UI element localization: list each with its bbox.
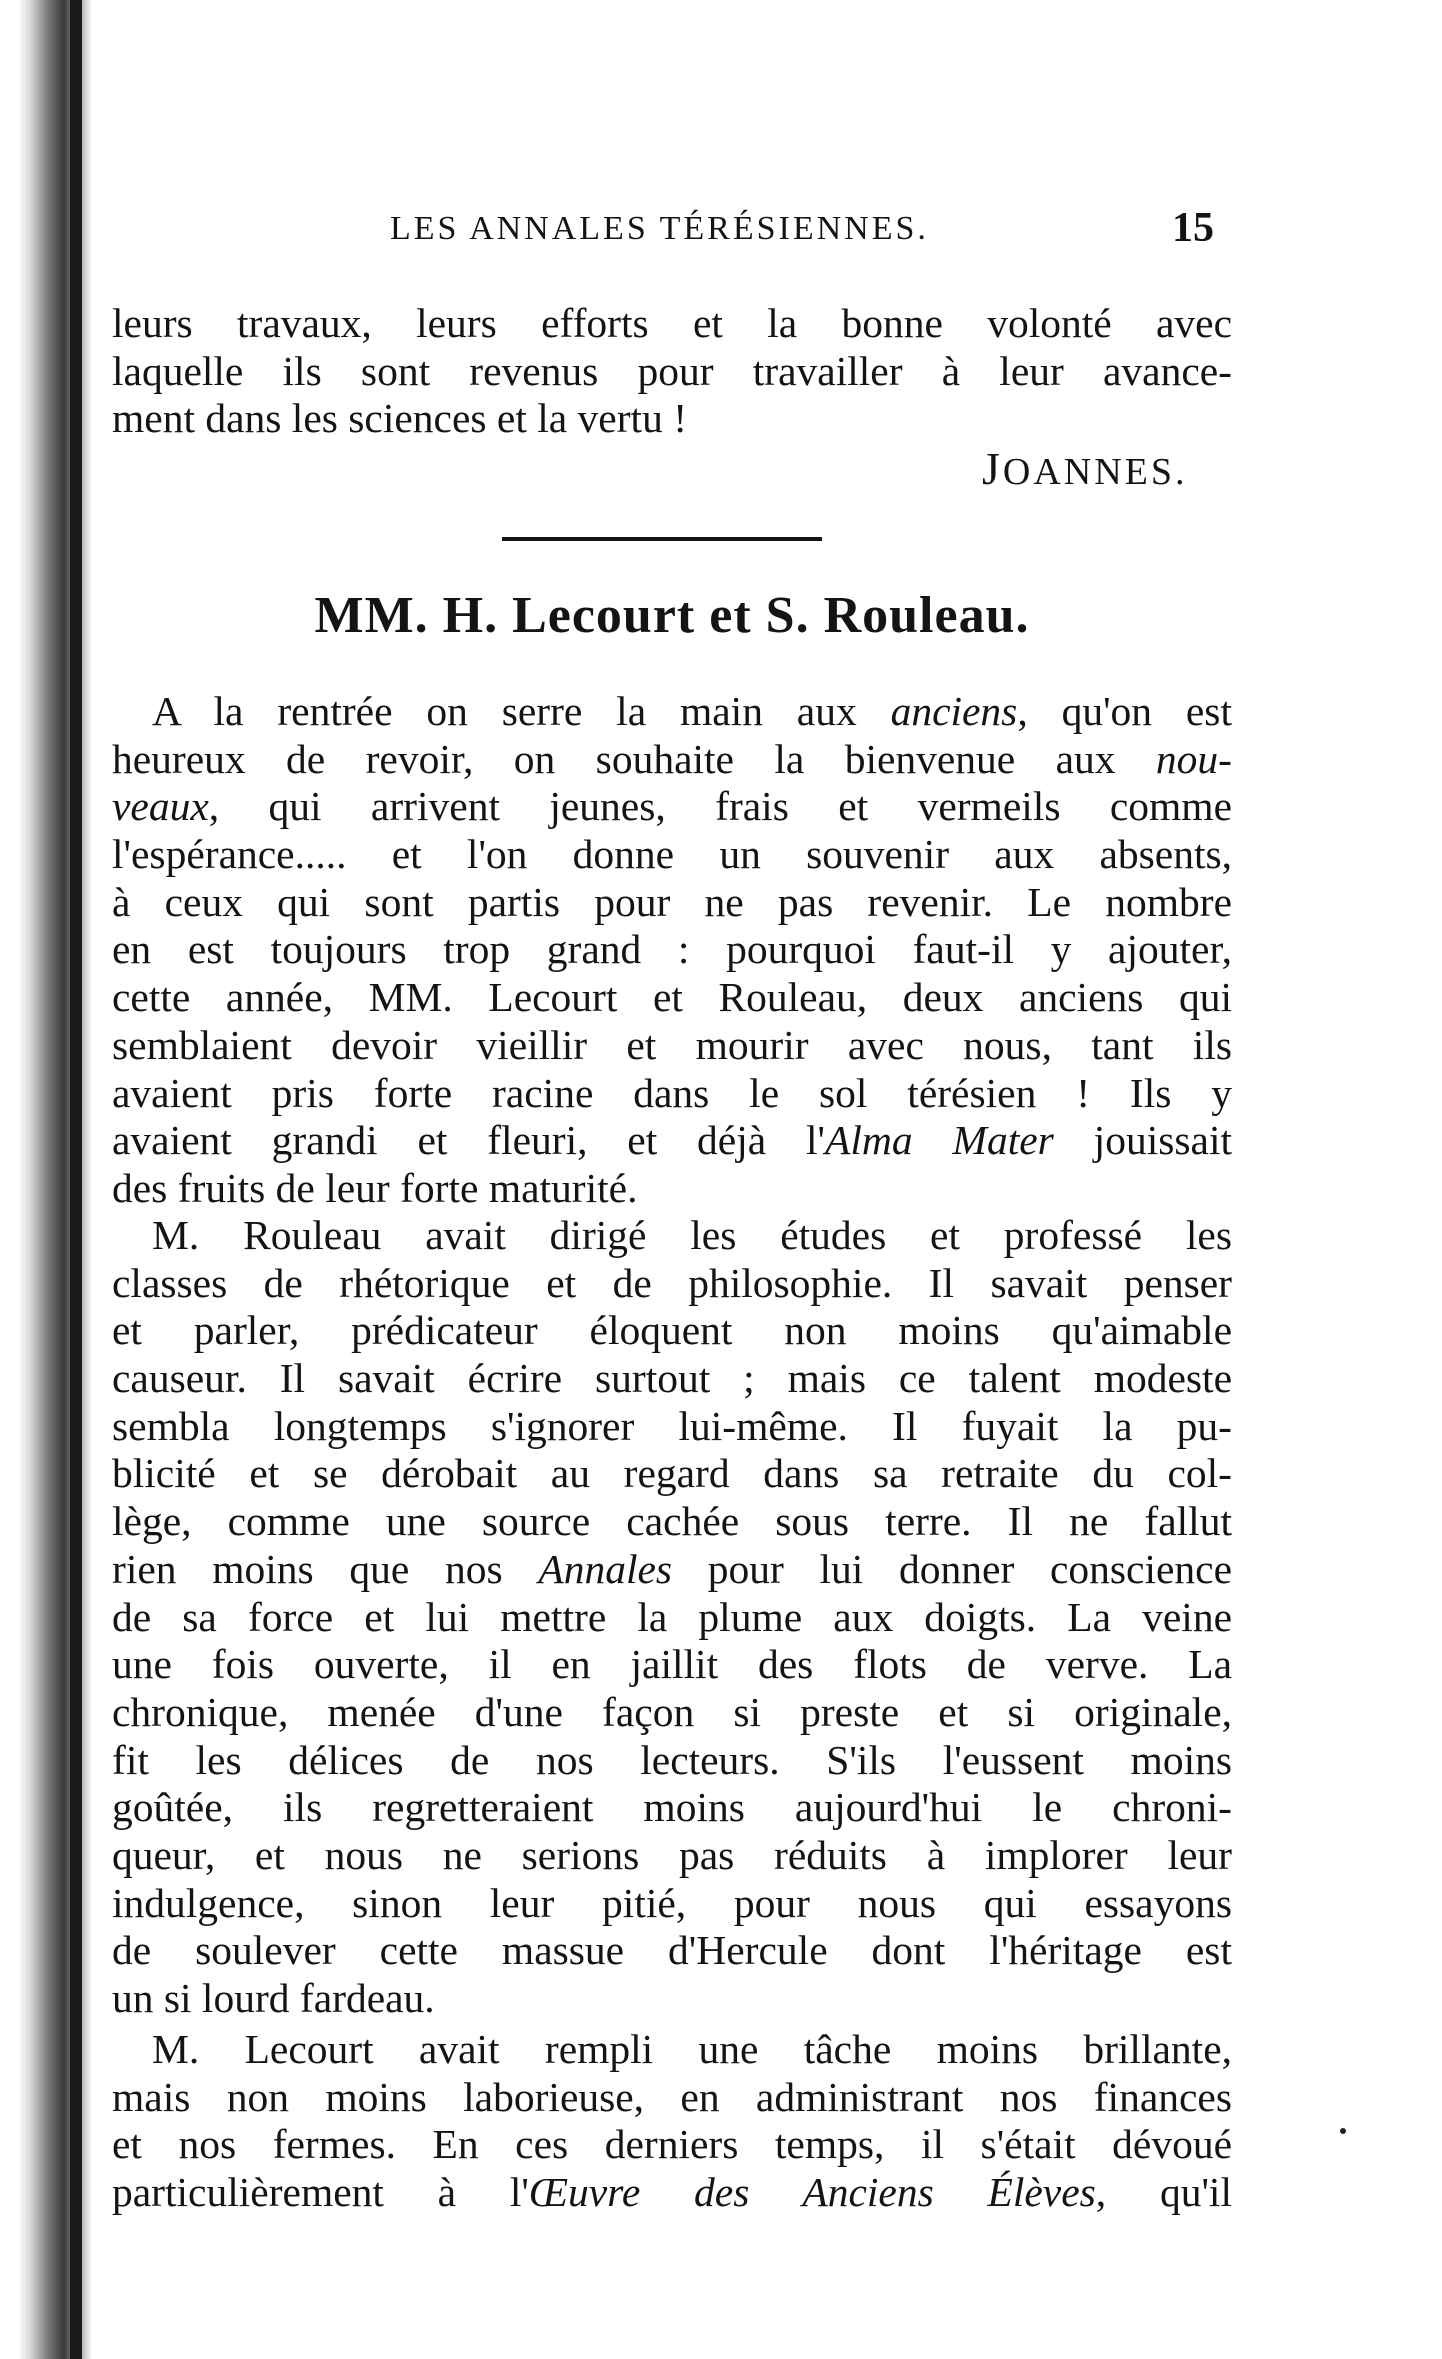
running-head-title: LES ANNALES TÉRÉSIENNES. xyxy=(390,210,929,247)
text-line: leurs travaux, leurs efforts et la bonne volonté avec xyxy=(112,300,1232,346)
text-line: mais non moins laborieuse, en administrant nos finances xyxy=(112,2073,1232,2120)
text-line: A la rentrée on serre la main aux anciens, qu'on est xyxy=(152,688,1232,734)
text-line: classes de rhétorique et de philosophie. Il savait penser xyxy=(112,1259,1232,1306)
section-divider xyxy=(502,537,822,541)
text-line: à ceux qui sont partis pour ne pas revenir. Le nombre xyxy=(112,878,1232,925)
text-line: fit les délices de nos lecteurs. S'ils l'eussent moins xyxy=(112,1736,1232,1783)
text-line: de soulever cette massue d'Hercule dont l'héritage est xyxy=(112,1927,1232,1974)
running-head xyxy=(112,204,1232,254)
paragraph-1 xyxy=(112,688,1232,1213)
text-line: heureux de revoir, on souhaite la bienvenue aux nou- xyxy=(112,735,1232,782)
text-line: ment dans les sciences et la vertu ! xyxy=(112,395,688,442)
book-page xyxy=(112,0,1232,2359)
text-line: M. Rouleau avait dirigé les études et professé les xyxy=(152,1212,1232,1258)
text-line: avaient grandi et fleuri, et déjà l'Alma Mater jouissait xyxy=(112,1117,1232,1164)
text-line: causeur. Il savait écrire surtout ; mais ce talent modeste xyxy=(112,1355,1232,1402)
paragraph-3 xyxy=(112,2026,1232,2217)
section-heading: MM. H. Lecourt et S. Rouleau. xyxy=(314,587,1030,644)
text-line: en est toujours trop grand : pourquoi faut-il y ajouter, xyxy=(112,926,1232,973)
text-line: veaux, qui arrivent jeunes, frais et vermeils comme xyxy=(112,783,1232,830)
text-line: particulièrement à l'Œuvre des Anciens Élèves, qu'il xyxy=(112,2169,1232,2216)
paragraph-2 xyxy=(112,1212,1232,2023)
text-line: et parler, prédicateur éloquent non moins qu'aimable xyxy=(112,1307,1232,1354)
text-line: un si lourd fardeau. xyxy=(112,1975,435,2021)
text-line: et nos fermes. En ces derniers temps, il s'était dévoué xyxy=(112,2121,1232,2168)
binding-shadow xyxy=(70,0,82,2359)
text-line: queur, et nous ne serions pas réduits à implorer leur xyxy=(112,1831,1232,1878)
text-line: semblaient devoir vieillir et mourir avec nous, tant ils xyxy=(112,1021,1232,1068)
text-line: indulgence, sinon leur pitié, pour nous qui essayons xyxy=(112,1879,1232,1926)
text-line: des fruits de leur forte maturité. xyxy=(112,1164,638,1211)
signature: JOANNES. xyxy=(982,443,1188,494)
text-line: laquelle ils sont revenus pour travailler à leur avance- xyxy=(112,347,1232,394)
text-line: sembla longtemps s'ignorer lui-même. Il fuyait la pu- xyxy=(112,1402,1232,1449)
ink-speck xyxy=(1340,2128,1346,2134)
text-line: chronique, menée d'une façon si preste et si originale, xyxy=(112,1688,1232,1735)
text-line: l'espérance..... et l'on donne un souvenir aux absents, xyxy=(112,831,1232,878)
text-line: goûtée, ils regretteraient moins aujourd'hui le chroni- xyxy=(112,1784,1232,1831)
text-line: blicité et se dérobait au regard dans sa retraite du col- xyxy=(112,1450,1232,1497)
text-line: lège, comme une source cachée sous terre. Il ne fallut xyxy=(112,1498,1232,1545)
page-number: 15 xyxy=(1172,205,1214,251)
text-line: avaient pris forte racine dans le sol térésien ! Ils y xyxy=(112,1069,1232,1116)
text-line: une fois ouverte, il en jaillit des flots de verve. La xyxy=(112,1641,1232,1688)
text-line: M. Lecourt avait rempli une tâche moins brillante, xyxy=(152,2026,1232,2072)
text-line: de sa force et lui mettre la plume aux doigts. La veine xyxy=(112,1593,1232,1640)
text-line: cette année, MM. Lecourt et Rouleau, deux anciens qui xyxy=(112,974,1232,1021)
intro-paragraph xyxy=(112,300,1232,443)
text-line: rien moins que nos Annales pour lui donner conscience xyxy=(112,1545,1232,1592)
